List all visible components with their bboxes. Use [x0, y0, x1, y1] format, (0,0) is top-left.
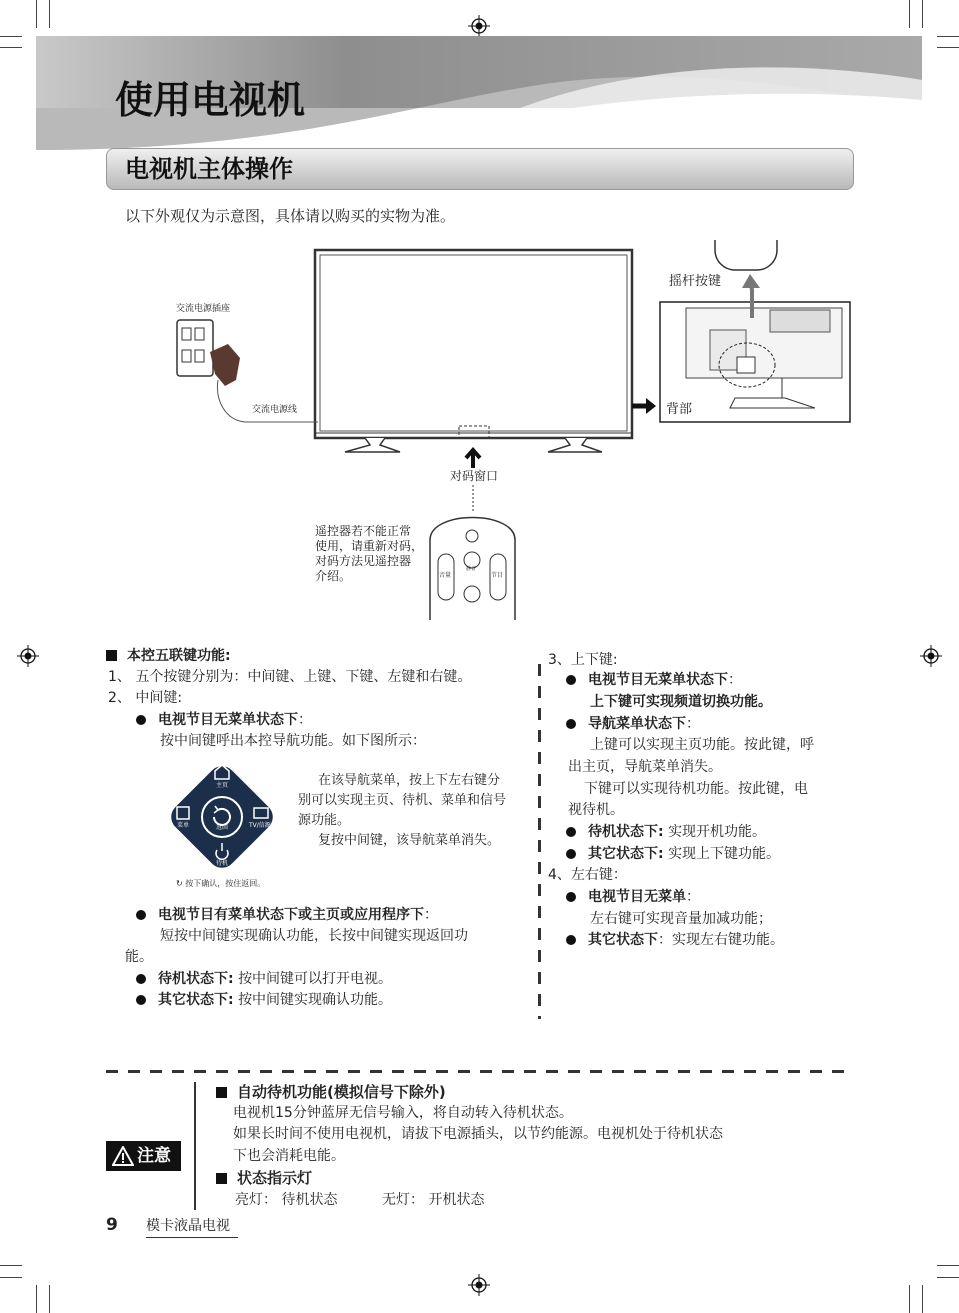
r-bullet-2: 导航菜单状态下： — [566, 714, 700, 734]
item-1: 1、 五个按键分别为：中间键、上键、下键、左键和右键。 — [108, 669, 472, 685]
r-bullet-3: 待机状态下: 实现开机功能。 — [566, 822, 766, 842]
notice-vertical-line — [194, 1082, 196, 1210]
nav-home-label: 主页 — [216, 782, 229, 789]
notice-divider — [106, 1070, 854, 1073]
notice-p1: 电视机15分钟蓝屏无信号输入，将自动转入待机状态。 — [233, 1105, 573, 1121]
r-bullet-2-text-2: 出主页，导航菜单消失。 — [568, 759, 722, 775]
r-bullet-4: 其它状态下: 实现上下键功能。 — [566, 844, 780, 864]
nav-tv-label: TV/信源 — [249, 822, 271, 829]
footer-brand: 模卡液晶电视 — [146, 1218, 230, 1234]
ac-cord-label: 交流电源线 — [252, 405, 298, 415]
notice-p4-b: 无灯： 开机状态 — [382, 1192, 485, 1208]
notice-p4-a: 亮灯： 待机状态 — [235, 1192, 338, 1208]
remote-mute-label: 静音 — [466, 566, 477, 572]
back-icon: ↻ — [176, 879, 186, 888]
bullet-4: 其它状态下: 按中间键实现确认功能。 — [136, 990, 392, 1010]
footer-underline — [146, 1237, 238, 1238]
section-title: 电视机主体操作 — [125, 155, 293, 183]
r-bullet-2-text-1: 上键可以实现主页功能。按此键，呼 — [590, 737, 814, 753]
notice-p2: 如果长时间不使用电视机，请拔下电源插头，以节约能源。电视机处于待机状态 — [233, 1126, 723, 1142]
notice-heading-1: 自动待机功能(模拟信号下除外) — [216, 1082, 446, 1102]
r-bullet-5-text: 左右键可实现音量加减功能； — [590, 911, 772, 927]
bullet-2-text-1: 短按中间键实现确认功能，长按中间键实现返回功 — [160, 928, 468, 944]
nav-description: 在该导航菜单，按上下左右键分 别可以实现主页、待机、菜单和信号 源功能。 复按中间键，该导航菜单消失。 — [298, 773, 507, 848]
nav-back-label: 返回 — [216, 824, 229, 831]
bullet-2: 电视节目有菜单状态下或主页或应用程序下： — [136, 905, 438, 925]
bullet-2-text-2: 能。 — [125, 949, 153, 965]
r-bullet-2-text-3: 下键可以实现待机功能。按此键，电 — [584, 781, 808, 797]
tv-diagram — [170, 240, 860, 620]
notice-heading-2: 状态指示灯 — [216, 1168, 312, 1188]
remote-note: 遥控器若不能正常 使用，请重新对码， 对码方法见遥控器 介绍。 — [315, 524, 424, 583]
column-divider — [538, 664, 541, 1019]
item-2: 2、 中间键: — [108, 690, 183, 706]
pairing-window-label: 对码窗口 — [450, 469, 499, 483]
remote-channel-label: 节目 — [491, 572, 504, 579]
five-key-heading: 本控五联键功能: — [106, 646, 231, 666]
notice-p3: 下也会消耗电能。 — [233, 1148, 345, 1164]
remote-volume-label: 音量 — [439, 572, 452, 579]
registration-mark-icon — [17, 645, 39, 667]
nav-standby-label: 待机 — [216, 860, 229, 867]
item-4: 4、左右键： — [548, 867, 627, 883]
bullet-3: 待机状态下: 按中间键可以打开电视。 — [136, 969, 392, 989]
back-label: 背部 — [666, 402, 693, 417]
warning-icon — [112, 1146, 134, 1166]
item-3: 3、上下键: — [548, 652, 618, 668]
registration-mark-icon — [920, 645, 942, 667]
nav-menu-label: 菜单 — [177, 822, 190, 829]
r-bullet-6: 其它状态下：实现左右键功能。 — [566, 930, 784, 950]
r-bullet-1: 电视节目无菜单状态下： — [566, 670, 742, 690]
joystick-label: 摇杆按键 — [669, 274, 722, 289]
page-title: 使用电视机 — [115, 78, 306, 122]
intro-text: 以下外观仅为示意图，具体请以购买的实物为准。 — [125, 207, 456, 225]
bullet-1-text: 按中间键呼出本控导航功能。如下图所示： — [160, 733, 426, 749]
registration-mark-icon — [468, 1274, 490, 1296]
bullet-1: 电视节目无菜单状态下： — [136, 710, 312, 730]
nav-caption: ↻ 按下确认，按住返回。 — [176, 879, 266, 888]
notice-badge: 注意 — [106, 1141, 181, 1171]
r-bullet-5: 电视节目无菜单： — [566, 887, 700, 907]
ac-socket-label: 交流电源插座 — [176, 304, 231, 314]
r-bullet-1-text: 上下键可实现频道切换功能。 — [590, 694, 772, 710]
page-number: 9 — [106, 1215, 118, 1235]
r-bullet-2-text-4: 视待机。 — [568, 802, 624, 818]
